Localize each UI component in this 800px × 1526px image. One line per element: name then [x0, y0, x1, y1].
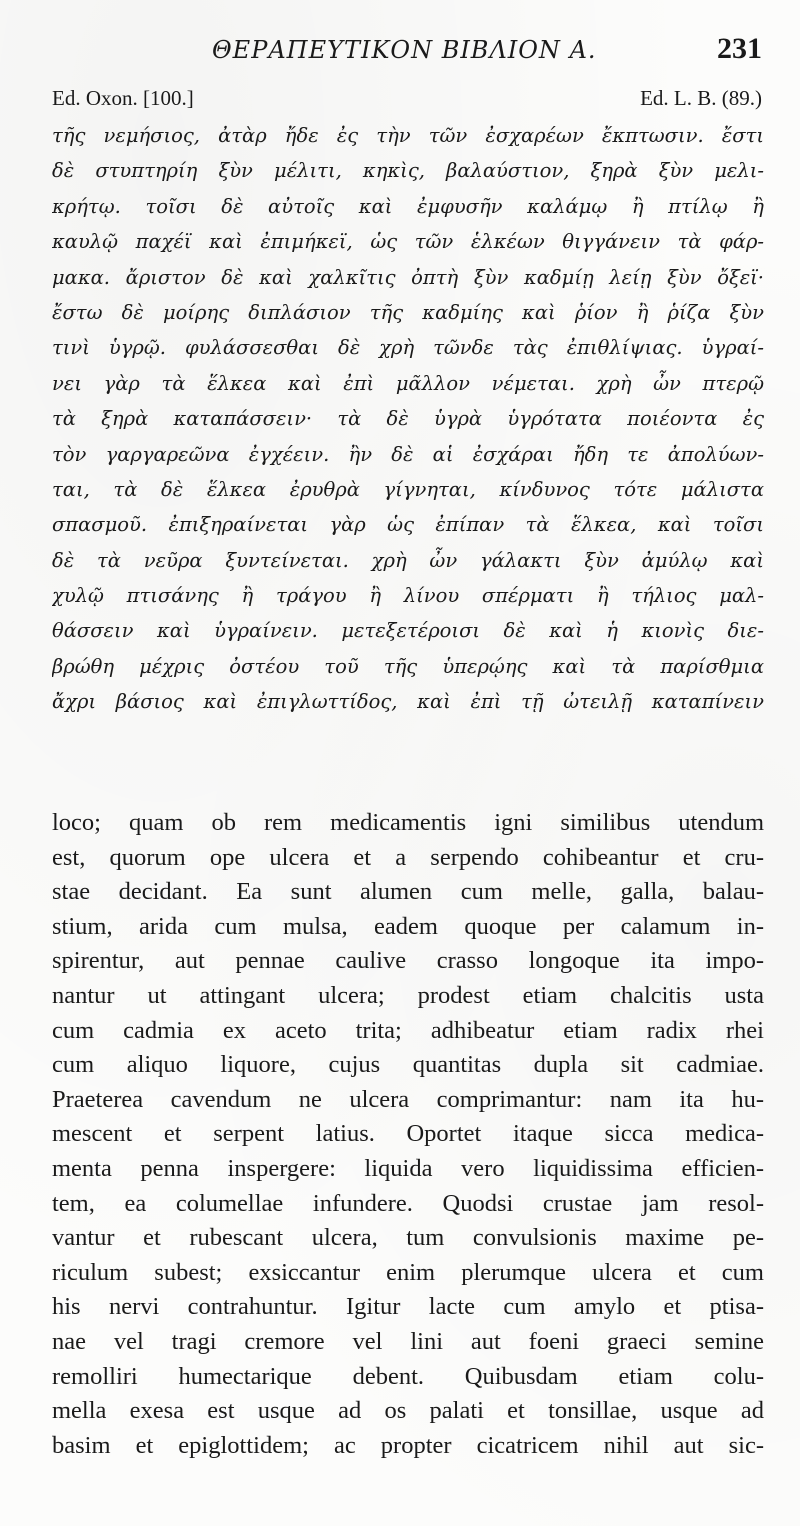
greek-text-line: νει γὰρ τὰ ἕλκεα καὶ ἐπὶ μᾶλλον νέμεται. χρὴ ὦν πτερῷ: [52, 371, 764, 395]
latin-text-line: cum aliquo liquore, cujus quantitas dupla sit cadmiae.: [52, 1051, 764, 1079]
latin-text-line: mescent et serpent latius. Oportet itaque sicca medica-: [52, 1120, 764, 1148]
latin-text-line: remolliri humectarique debent. Quibusdam etiam colu-: [52, 1362, 764, 1390]
edition-reference-lb: Ed. L. B. (89.): [640, 86, 762, 110]
latin-text-line: stae decidant. Ea sunt alumen cum melle, galla, balau-: [52, 878, 764, 906]
greek-text-block: [52, 118, 764, 720]
latin-text-line: nae vel tragi cremore vel lini aut foeni graeci semine: [52, 1327, 764, 1355]
latin-text-line: riculum subest; exsiccantur enim plerumque ulcera et cum: [52, 1258, 764, 1286]
latin-text-line: mella exesa est usque ad os palati et tonsillae, usque ad: [52, 1397, 764, 1425]
edition-reference-oxon: Ed. Oxon. [100.]: [52, 86, 194, 110]
greek-text-line: τὰ ξηρὰ καταπάσσειν· τὰ δὲ ὑγρὰ ὑγρότατα ποιέοντα ἐς: [52, 407, 764, 431]
latin-text-line: tem, ea columellae infundere. Quodsi crustae jam resol-: [52, 1189, 764, 1217]
greek-text-line: σπασμοῦ. ἐπιξηραίνεται γὰρ ὡς ἐπίπαν τὰ ἕλκεα, καὶ τοῖσι: [52, 513, 764, 537]
latin-text-line: vantur et rubescant ulcera, tum convulsionis maxime pe-: [52, 1224, 764, 1252]
latin-text-line: cum cadmia ex aceto trita; adhibeatur etiam radix rhei: [52, 1016, 764, 1044]
greek-text-line: ται, τὰ δὲ ἕλκεα ἐρυθρὰ γίγνηται, κίνδυνος τότε μάλιστα: [52, 477, 764, 501]
greek-text-line: κρήτῳ. τοῖσι δὲ αὐτοῖς καὶ ἐμφυσῆν καλάμῳ ἢ πτίλῳ ἢ: [52, 194, 764, 218]
greek-text-line: τινὶ ὑγρῷ. φυλάσσεσθαι δὲ χρὴ τῶνδε τὰς ἐπιθλίψιας. ὑγραί-: [52, 336, 764, 360]
greek-text-line: τῆς νεμήσιος, ἀτὰρ ἤδε ἐς τὴν τῶν ἐσχαρέων ἔκπτωσιν. ἔστι: [52, 124, 764, 147]
greek-text-line: ἔστω δὲ μοίρης διπλάσιον τῆς καδμίης καὶ ῥίον ἢ ῥίζα ξὺν: [52, 300, 764, 324]
latin-text-line: basim et epiglottidem; ac propter cicatricem nihil aut sic-: [52, 1431, 764, 1459]
running-head-title: ΘΕΡΑΠΕΥΤΙΚΟΝ ΒΙΒΛΙΟΝ Α.: [212, 36, 597, 64]
greek-text-line: δὲ τὰ νεῦρα ξυντείνεται. χρὴ ὦν γάλακτι ξὺν ἀμύλῳ καὶ: [52, 548, 764, 572]
latin-text-line: Praeterea cavendum ne ulcera comprimantur: nam ita hu-: [52, 1085, 764, 1113]
page-number: 231: [717, 32, 762, 65]
latin-text-line: loco; quam ob rem medicamentis igni similibus utendum: [52, 809, 764, 836]
greek-text-line: μακα. ἄριστον δὲ καὶ χαλκῖτις ὀπτὴ ξὺν καδμίῃ λείῃ ξὺν ὄξεϊ·: [52, 265, 764, 289]
greek-text-line: χυλῷ πτισάνης ἢ τράγου ἢ λίνου σπέρματι ἢ τήλιος μαλ-: [52, 584, 764, 608]
greek-text-line: καυλῷ παχέϊ καὶ ἐπιμήκεϊ, ὡς τῶν ἑλκέων θιγγάνειν τὰ φάρ-: [52, 230, 764, 254]
latin-text-line: stium, arida cum mulsa, eadem quoque per calamum in-: [52, 912, 764, 940]
greek-text-line: βρώθη μέχρις ὀστέου τοῦ τῆς ὑπερῴης καὶ τὰ παρίσθμια: [52, 654, 764, 678]
running-head: [52, 32, 762, 72]
greek-text-line: δὲ στυπτηρίη ξὺν μέλιτι, κηκὶς, βαλαύστιον, ξηρὰ ξὺν μελι-: [52, 159, 764, 183]
latin-text-line: nantur ut attingant ulcera; prodest etiam chalcitis usta: [52, 981, 764, 1009]
greek-text-line: ἄχρι βάσιος καὶ ἐπιγλωττίδος, καὶ ἐπὶ τῇ ὠτειλῇ καταπίνειν: [52, 690, 764, 714]
latin-text-line: his nervi contrahuntur. Igitur lacte cum amylo et ptisa-: [52, 1293, 764, 1321]
greek-text-line: θάσσειν καὶ ὑγραίνειν. μετεξετέροισι δὲ καὶ ἡ κιονὶς διε-: [52, 619, 764, 643]
greek-text-line: τὸν γαργαρεῶνα ἐγχέειν. ἢν δὲ αἱ ἐσχάραι ἤδη τε ἀπολύων-: [52, 442, 764, 466]
edition-references: [52, 86, 762, 114]
latin-text-line: menta penna inspergere: liquida vero liquidissima efficien-: [52, 1154, 764, 1182]
latin-text-line: spirentur, aut pennae caulive crasso longoque ita impo-: [52, 947, 764, 975]
latin-text-line: est, quorum ope ulcera et a serpendo cohibeantur et cru-: [52, 843, 764, 871]
latin-translation-block: [52, 806, 764, 1463]
